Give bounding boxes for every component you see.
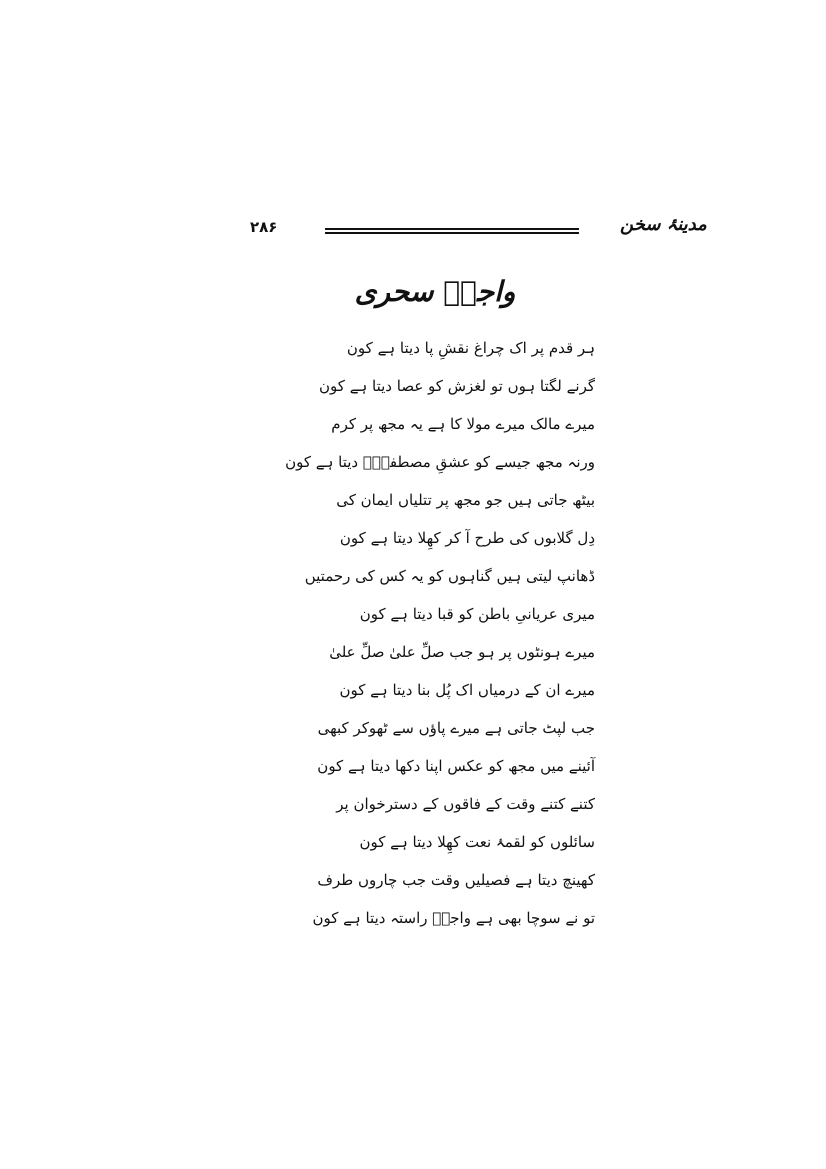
poem-line: تو نے سوچا بھی ہے واجدؔ راستہ دیتا ہے کون [312,909,595,927]
poem [285,338,595,958]
header-double-rule [325,228,579,234]
poem-line: میری عریانیِ باطن کو قبا دیتا ہے کون [359,605,595,623]
poem-line: سائلوں کو لقمۂ نعت کھِلا دیتا ہے کون [359,833,595,851]
page-header [0,214,826,254]
poet-name-heading: واجدؔ سحری [354,275,516,308]
poem-line: کھینچ دیتا ہے فصیلیں وقت جب چاروں طرف [317,871,595,889]
poem-line: بیٹھ جاتی ہیں جو مجھ پر تتلیاں ایمان کی [336,491,595,509]
page-number: ۲۸۶ [250,218,278,236]
poem-line: دِل گلابوں کی طرح آ کر کھِلا دیتا ہے کون [339,529,595,547]
poem-line: کتنے کتنے وقت کے فاقوں کے دسترخوان پر [336,795,595,813]
poem-line: گرنے لگتا ہوں تو لغزش کو عصا دیتا ہے کون [319,377,595,395]
poem-line: جب لپٹ جاتی ہے میرے پاؤں سے ٹھوکر کبھی [317,719,595,737]
book-title: مدینۂ سخن [620,214,707,235]
poem-line: میرے ہونٹوں پر ہو جب صلِّ علیٰ صلِّ علیٰ [329,643,595,661]
poem-line: میرے مالک میرے مولا کا ہے یہ مجھ پر کرم [331,415,595,433]
poem-line: آئینے میں مجھ کو عکس اپنا دکھا دیتا ہے کون [317,757,595,775]
poem-line: ڈھانپ لیتی ہیں گناہوں کو یہ کس کی رحمتیں [304,567,595,585]
poem-line: ورنہ مجھ جیسے کو عشقِ مصطفیٰؐ دیتا ہے کون [285,453,595,471]
poem-line: میرے ان کے درمیاں اک پُل بنا دیتا ہے کون [339,681,595,699]
poem-line: ہر قدم پر اک چراغ نقشِ پا دیتا ہے کون [346,339,595,357]
